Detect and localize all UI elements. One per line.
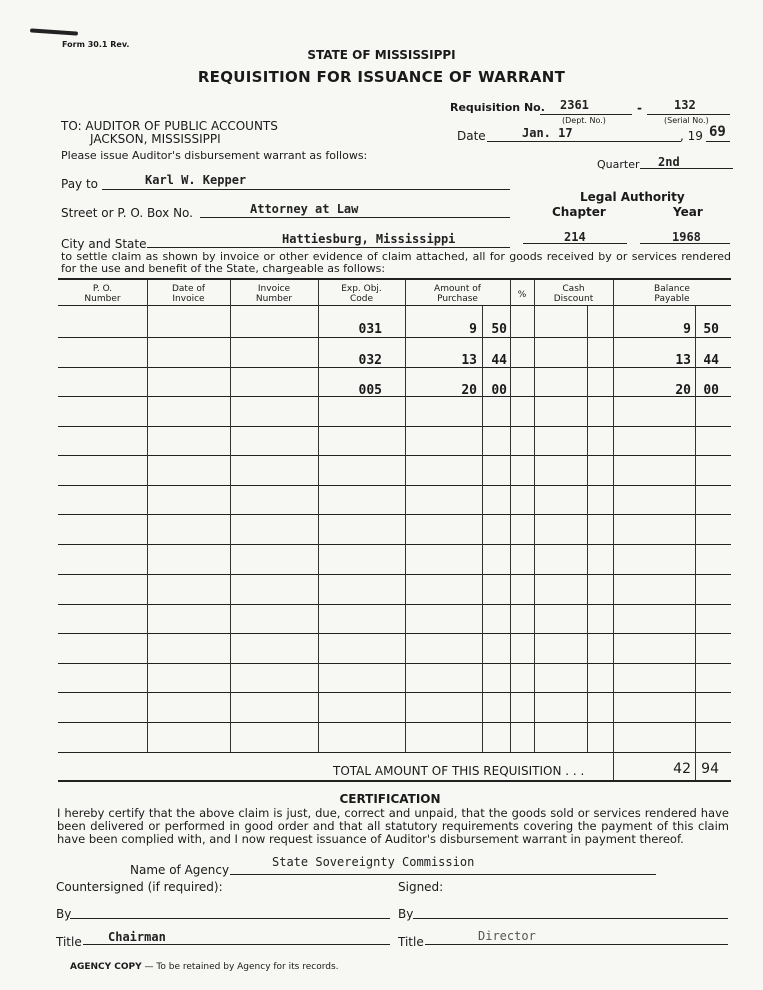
table-row-2-amount-cents: 44 [491, 353, 507, 368]
footer-agency-copy: AGENCY COPY [70, 962, 142, 972]
title-label-left: Title [56, 935, 82, 949]
pay-to-value: Karl W. Kepper [145, 173, 247, 187]
city-value: Hattiesburg, Mississippi [282, 232, 456, 246]
table-row-rule [58, 337, 731, 338]
table-row-rule [58, 426, 731, 427]
requisition-label: Requisition No. [450, 101, 545, 114]
header-po-number: P. O. Number [84, 284, 121, 304]
header-percent: % [517, 290, 527, 300]
date-year-prefix: , 19 [680, 129, 703, 143]
date-year: 69 [709, 124, 726, 140]
by-label-right: By [398, 907, 414, 921]
serial-caption: (Serial No.) [664, 116, 709, 125]
right-title-value: Director [478, 929, 536, 943]
left-title-value: Chairman [108, 930, 166, 944]
footer-retention: — To be retained by Agency for its records. [141, 962, 339, 972]
by-label-left: By [56, 907, 72, 921]
form-id: Form 30.1 Rev. [62, 40, 130, 49]
table-row-2-balance-dollars: 13 [675, 353, 691, 368]
table-row-rule [58, 455, 731, 456]
to-address: JACKSON, MISSISSIPPI [90, 132, 221, 146]
chapter-label: Chapter [552, 205, 606, 219]
certification-text: I hereby certify that the above claim is just, due, correct and unpaid, that the goods sold or services rendered have been delivered or performed in good order and that all statutory requirements covering the payment of this claim have been complied with, and I now request issuance of Auditor's disbursement warrant in payment thereof. [57, 806, 729, 846]
street-label: Street or P. O. Box No. [61, 206, 193, 220]
table-row-1-balance-dollars: 9 [683, 322, 691, 337]
table-row-1-amount-dollars: 9 [469, 322, 477, 337]
table-row-rule [58, 574, 731, 575]
table-row-rule [58, 663, 731, 664]
header-invoice-number: Invoice Number [255, 284, 293, 304]
table-row-rule [58, 722, 731, 723]
header-amount-of-purchase: Amount of Purchase [434, 284, 481, 304]
table-row-rule [58, 604, 731, 605]
street-value: Attorney at Law [250, 202, 359, 216]
year-label: Year [673, 205, 703, 219]
table-row-3-amount-dollars: 20 [461, 383, 477, 398]
table-row-2-amount-dollars: 13 [461, 353, 477, 368]
quarter-label: Quarter [597, 158, 640, 171]
settle-claim-text: to settle claim as shown by invoice or other evidence of claim attached, all for goods received by or services rendered for the use and benefit of the State, chargeable as follows: [61, 250, 731, 275]
table-row-rule [58, 633, 731, 634]
dash: - [637, 101, 642, 115]
table-row-1-code: 031 [358, 322, 382, 337]
total-cents: 94 [701, 761, 719, 777]
countersigned-label: Countersigned (if required): [56, 880, 223, 894]
table-row-3-balance-dollars: 20 [675, 383, 691, 398]
pay-to-label: Pay to [61, 177, 99, 191]
to-auditor: TO: AUDITOR OF PUBLIC ACCOUNTS [61, 119, 278, 133]
dept-number: 2361 [560, 98, 589, 112]
table-row-rule [58, 514, 731, 515]
table-row-rule [58, 752, 731, 753]
quarter-value: 2nd [658, 155, 680, 169]
please-issue: Please issue Auditor's disbursement warrant as follows: [61, 149, 368, 162]
title-label-right: Title [398, 935, 424, 949]
agency-label: Name of Agency [130, 863, 230, 877]
header-balance-payable: Balance Payable [654, 284, 690, 304]
form-title: REQUISITION FOR ISSUANCE OF WARRANT [197, 68, 566, 86]
legal-year-value: 1968 [672, 230, 701, 244]
header-exp-obj-code: Exp. Obj. Code [341, 284, 382, 304]
table-row-2-balance-cents: 44 [703, 353, 719, 368]
date-value: Jan. 17 [522, 126, 573, 140]
pen-mark [30, 28, 78, 35]
footer-note [70, 962, 339, 972]
date-label: Date [457, 129, 486, 143]
table-row-3-code: 005 [358, 383, 382, 398]
table-row-1-amount-cents: 50 [491, 322, 507, 337]
table-row-2-code: 032 [358, 353, 382, 368]
legal-authority-label: Legal Authority [580, 190, 685, 204]
table-row-3-balance-cents: 00 [703, 383, 719, 398]
total-dollars: 42 [673, 761, 691, 777]
table-row-3-amount-cents: 00 [491, 383, 507, 398]
header-cash-discount: Cash Discount [553, 284, 594, 304]
total-label: TOTAL AMOUNT OF THIS REQUISITION . . . [333, 764, 585, 778]
header-date-of-invoice: Date of Invoice [171, 284, 206, 304]
agency-value: State Sovereignty Commission [272, 855, 475, 869]
table-row-1-balance-cents: 50 [703, 322, 719, 337]
dept-caption: (Dept. No.) [562, 116, 606, 125]
serial-number: 132 [674, 98, 696, 112]
table-row-rule [58, 544, 731, 545]
signed-label: Signed: [398, 880, 444, 894]
table-row-rule [58, 485, 731, 486]
state-heading: STATE OF MISSISSIPPI [307, 48, 456, 62]
city-label: City and State [61, 237, 147, 251]
certification-heading: CERTIFICATION [339, 792, 441, 806]
table-row-rule [58, 692, 731, 693]
chapter-value: 214 [564, 230, 586, 244]
